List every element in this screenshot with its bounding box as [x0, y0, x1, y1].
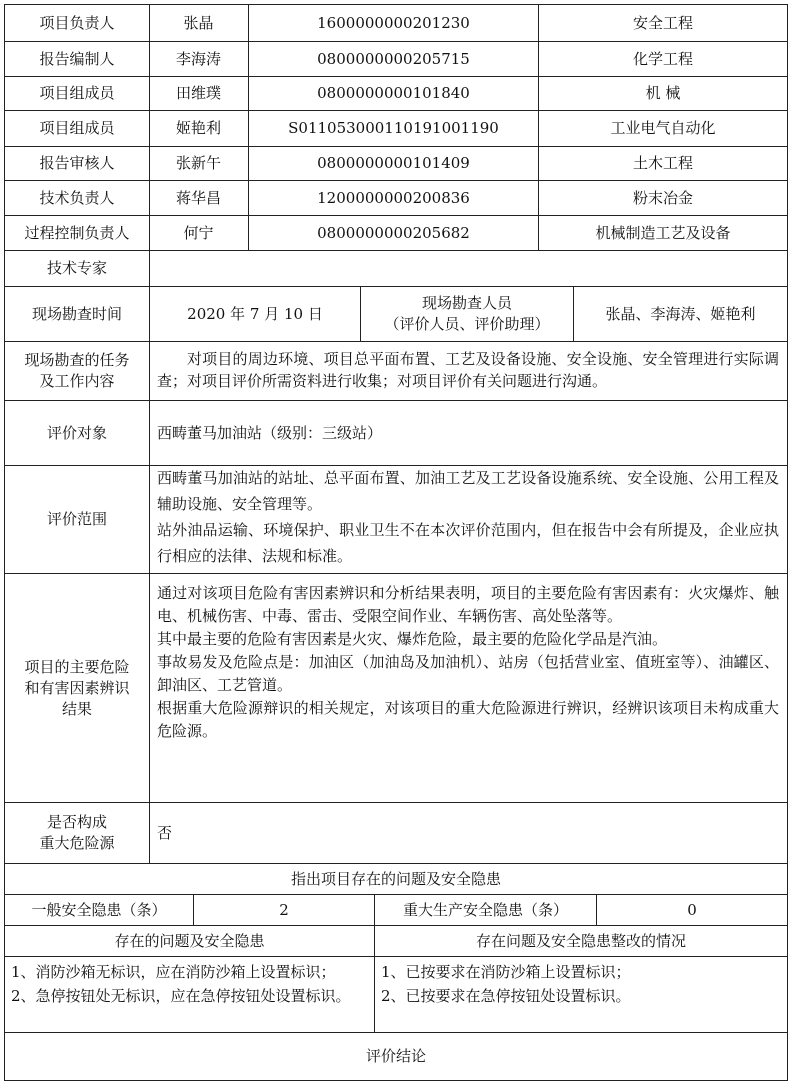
problem-item: 2、急停按钮处无标识，应在急停按钮处设置标识。 — [11, 987, 351, 1005]
member-major: 机 械 — [645, 84, 681, 102]
member-major: 工业电气自动化 — [610, 119, 716, 137]
hazards-text — [157, 582, 779, 743]
member-major: 化学工程 — [632, 49, 693, 68]
survey-time-value: 2020 年 7 月 10 日 — [187, 304, 323, 323]
hazards-paragraph: 根据重大危险源辩识的相关规定，对该项目的重大危险源进行辨识，经辨识该项目未构成重大危险源。 — [157, 699, 779, 740]
rectify-item: 1、已按要求在消防沙箱上设置标识； — [381, 963, 631, 981]
member-cert: 1600000000201230 — [317, 13, 470, 32]
hazards-label — [5, 574, 149, 802]
member-role: 技术负责人 — [39, 188, 115, 207]
problems-list — [11, 960, 368, 1008]
survey-staff-label — [361, 287, 573, 341]
eval-object-value: 西畴董马加油站（级别：三级站） — [157, 423, 383, 442]
member-cert: 0800000000205682 — [317, 223, 470, 242]
member-role: 项目组成员 — [39, 119, 115, 137]
tech-expert-label: 技术专家 — [46, 259, 107, 277]
eval-scope-paragraph: 西畴董马加油站的站址、总平面布置、加油工艺及工艺设备设施系统、安全设施、公用工程及辅助设施、安全管理等。 — [157, 469, 779, 513]
member-major: 安全工程 — [632, 13, 693, 32]
member-cert: S011053000110191001190 — [288, 119, 499, 137]
major-hazard-label-line2: 重大危险源 — [39, 834, 115, 852]
member-major: 土木工程 — [632, 154, 693, 172]
survey-task-text: 对项目的周边环境、项目总平面布置、工艺及设备设施、安全设施、安全管理进行实际调查；对项目评价所需资料进行收集；对项目评价有关问题进行沟通。 — [157, 350, 779, 390]
survey-staff-label-line2: （评价人员、评价助理） — [384, 315, 550, 333]
eval-scope-label: 评价范围 — [46, 510, 107, 528]
major-hazard-value: 否 — [157, 823, 173, 842]
member-name: 何宁 — [183, 223, 214, 242]
survey-task-label-line1: 现场勘查的任务 — [24, 351, 130, 369]
rectify-list — [381, 960, 781, 1008]
major-hazard-issue-count: 0 — [687, 900, 697, 919]
member-major: 机械制造工艺及设备 — [595, 223, 731, 242]
member-role: 项目负责人 — [39, 13, 115, 32]
general-hazard-count: 2 — [279, 900, 289, 919]
major-hazard-issue-label: 重大生产安全隐患（条） — [402, 900, 568, 919]
member-cert: 1200000000200836 — [317, 188, 470, 207]
member-role: 报告审核人 — [39, 154, 115, 172]
member-cert: 0800000000101840 — [317, 84, 470, 102]
member-role: 过程控制负责人 — [24, 223, 130, 242]
problem-item: 1、消防沙箱无标识，应在消防沙箱上设置标识； — [11, 963, 336, 981]
eval-scope-text — [157, 465, 779, 569]
member-role: 项目组成员 — [39, 84, 115, 102]
issues-header: 指出项目存在的问题及安全隐患 — [290, 869, 501, 888]
eval-object-label: 评价对象 — [46, 423, 107, 442]
member-name: 张新午 — [175, 154, 221, 172]
member-role: 报告编制人 — [39, 49, 115, 68]
member-name: 李海涛 — [175, 49, 221, 68]
rectify-item: 2、已按要求在急停按钮处设置标识。 — [381, 987, 631, 1005]
hazards-label-line2: 和有害因素辨识 — [24, 678, 130, 697]
member-cert: 0800000000205715 — [317, 49, 470, 68]
hazards-label-line3: 结果 — [61, 699, 92, 718]
general-hazard-label: 一般安全隐患（条） — [31, 900, 167, 919]
tech-expert-value — [150, 251, 787, 286]
survey-task-label-line2: 及工作内容 — [39, 372, 115, 390]
hazards-label-line1: 项目的主要危险 — [24, 657, 130, 676]
hazards-paragraph: 事故易发及危险点是：加油区（加油岛及加油机）、站房（包括营业室、值班室等）、油罐区、卸油区、工艺管道。 — [157, 653, 779, 694]
survey-time-label: 现场勘查时间 — [31, 304, 122, 323]
eval-scope-paragraph: 站外油品运输、环境保护、职业卫生不在本次评价范围内，但在报告中会有所提及，企业应执行相应的法律、法规和标准。 — [157, 521, 779, 565]
member-name: 蒋华昌 — [175, 188, 221, 207]
hazards-paragraph: 通过对该项目危险有害因素辨识和分析结果表明，项目的主要危险有害因素有：火灾爆炸、触电、机械伤害、中毒、雷击、受限空间作业、车辆伤害、高处坠落等。 — [157, 584, 779, 625]
survey-staff-value: 张晶、李海涛、姬艳利 — [605, 304, 756, 323]
survey-task-label — [5, 342, 149, 400]
member-name: 张晶 — [183, 13, 214, 32]
problems-header: 存在的问题及安全隐患 — [114, 931, 265, 950]
member-name: 姬艳利 — [175, 119, 221, 137]
rectify-header: 存在问题及安全隐患整改的情况 — [475, 931, 686, 950]
hazards-paragraph: 其中最主要的危险有害因素是火灾、爆炸危险，最主要的危险化学品是汽油。 — [157, 630, 668, 648]
major-hazard-label — [5, 803, 149, 863]
member-name: 田维璞 — [175, 84, 221, 102]
survey-staff-label-line1: 现场勘查人员 — [421, 294, 512, 312]
major-hazard-label-line1: 是否构成 — [46, 813, 107, 831]
conclusion-header: 评价结论 — [365, 1047, 426, 1065]
member-major: 粉末冶金 — [632, 188, 693, 207]
member-cert: 0800000000101409 — [317, 154, 470, 172]
